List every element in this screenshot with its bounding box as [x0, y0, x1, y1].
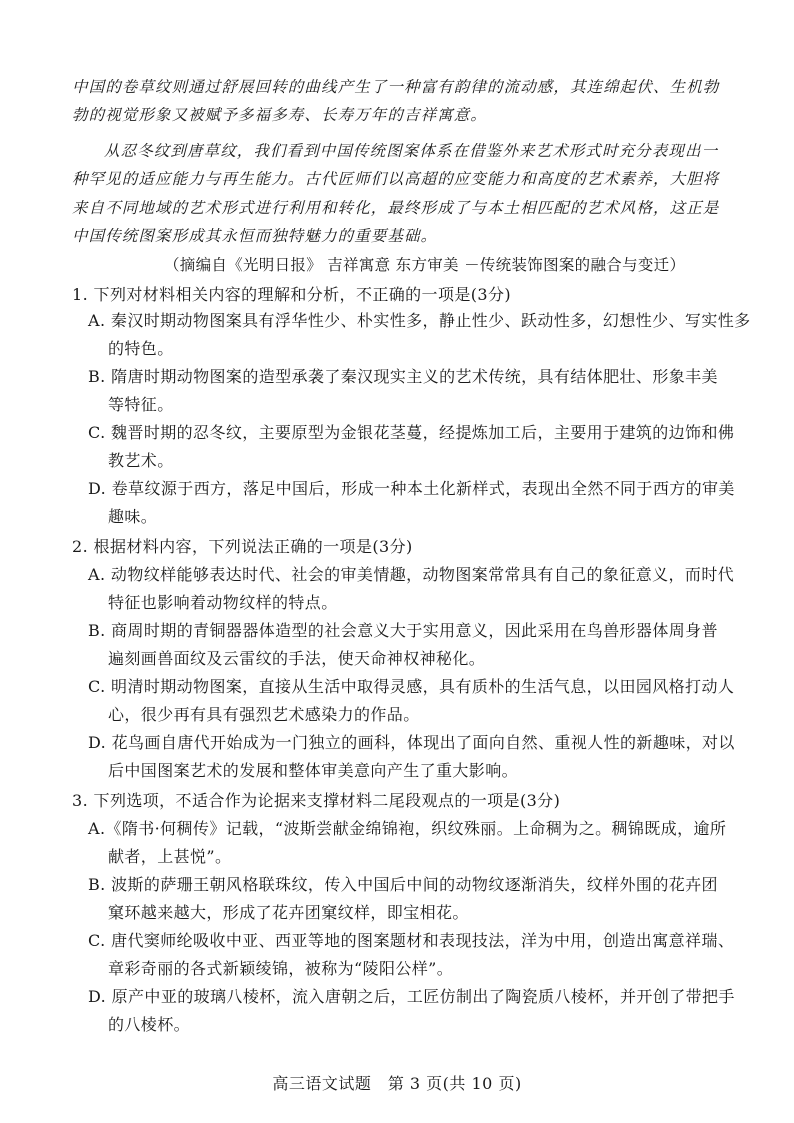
question-1-option-a: A. 秦汉时期动物图案具有浮华性少、朴实性多，静止性少、跃动性多，幻想性少、写实性多: [88, 311, 751, 330]
question-1-option-b-cont: 等特征。: [108, 395, 174, 414]
question-2-option-b-cont: 遍刻画兽面纹及云雷纹的手法，使天命神权神秘化。: [108, 649, 486, 668]
question-2-option-d: D. 花鸟画自唐代开始成为一门独立的画科，体现出了面向自然、重视人性的新趣味，对以: [88, 733, 735, 752]
intro-line-2: 勃的视觉形象又被赋予多福多寿、长寿万年的吉祥寓意。: [72, 106, 488, 124]
question-2-option-a: A. 动物纹样能够表达时代、社会的审美情趣，动物图案常常具有自己的象征意义，而时代: [88, 565, 735, 584]
question-3-option-d: D. 原产中亚的玻璃八棱杯，流入唐朝之后，工匠仿制出了陶瓷质八棱杯，并开创了带把手: [88, 987, 735, 1006]
question-3-option-b: B. 波斯的萨珊王朝风格联珠纹，传入中国后中间的动物纹逐渐消失，纹样外围的花卉团: [88, 875, 718, 894]
intro-line-3: 从忍冬纹到唐草纹，我们看到中国传统图案体系在借鉴外来艺术形式时充分表现出一: [104, 142, 719, 160]
question-3-option-c-cont: 章彩奇丽的各式新颖绫锦，被称为“陵阳公样”。: [108, 959, 454, 978]
question-3-option-c: C. 唐代窦师纶吸收中亚、西亚等地的图案题材和表现技法，洋为中用，创造出寓意祥瑞、: [88, 931, 735, 950]
intro-line-5: 来自不同地域的艺术形式进行利用和转化，最终形成了与本土相匹配的艺术风格，这正是: [72, 199, 720, 217]
question-2-stem: 2. 根据材料内容，下列说法正确的一项是(3分): [72, 537, 413, 556]
question-2-option-c: C. 明清时期动物图案，直接从生活中取得灵感，具有质朴的生活气息，以田园风格打动人: [88, 677, 735, 696]
question-1-option-d: D. 卷草纹源于西方，落足中国后，形成一种本土化新样式，表现出全然不同于西方的审美: [88, 479, 735, 498]
source-citation: （摘编自《光明日报》 吉祥寓意 东方审美 －传统装饰图案的融合与变迁）: [164, 256, 686, 274]
question-3-stem: 3. 下列选项，不适合作为论据来支撑材料二尾段观点的一项是(3分): [72, 791, 561, 810]
question-2-option-b: B. 商周时期的青铜器器体造型的社会意义大于实用意义，因此采用在鸟兽形器体周身普: [88, 621, 718, 640]
question-3-option-a: A.《隋书·何稠传》记载，“波斯尝献金绵锦袍，织纹殊丽。上命稠为之。稠锦既成，逾所: [88, 819, 727, 838]
intro-line-1: 中国的卷草纹则通过舒展回转的曲线产生了一种富有韵律的流动感，其连绵起伏、生机勃: [72, 78, 720, 96]
question-3-option-d-cont: 的八棱杯。: [108, 1015, 191, 1034]
question-1-option-c: C. 魏晋时期的忍冬纹，主要原型为金银花茎蔓，经提炼加工后，主要用于建筑的边饰和佛: [88, 423, 735, 442]
question-3-option-b-cont: 窠环越来越大，形成了花卉团窠纹样，即宝相花。: [108, 903, 469, 922]
question-3-option-a-cont: 献者，上甚悦”。: [108, 847, 232, 866]
question-1-stem: 1. 下列对材料相关内容的理解和分析，不正确的一项是(3分): [72, 285, 512, 304]
page-footer: 高三语文试题 第 3 页(共 10 页): [272, 1074, 522, 1093]
question-2-option-a-cont: 特征也影响着动物纹样的特点。: [108, 593, 338, 612]
intro-line-6: 中国传统图案形成其永恒而独特魅力的重要基础。: [72, 227, 438, 245]
intro-line-4: 种罕见的适应能力与再生能力。古代匠师们以高超的应变能力和高度的艺术素养，大胆将: [72, 170, 720, 188]
question-1-option-a-cont: 的特色。: [108, 339, 174, 358]
question-2-option-c-cont: 心，很少再有具有强烈艺术感染力的作品。: [108, 705, 420, 724]
question-2-option-d-cont: 后中国图案艺术的发展和整体审美意向产生了重大影响。: [108, 761, 519, 780]
question-1-option-d-cont: 趣味。: [108, 507, 158, 526]
question-1-option-b: B. 隋唐时期动物图案的造型承袭了秦汉现实主义的艺术传统，具有结体肥壮、形象丰美: [88, 367, 718, 386]
question-1-option-c-cont: 教艺术。: [108, 451, 174, 470]
